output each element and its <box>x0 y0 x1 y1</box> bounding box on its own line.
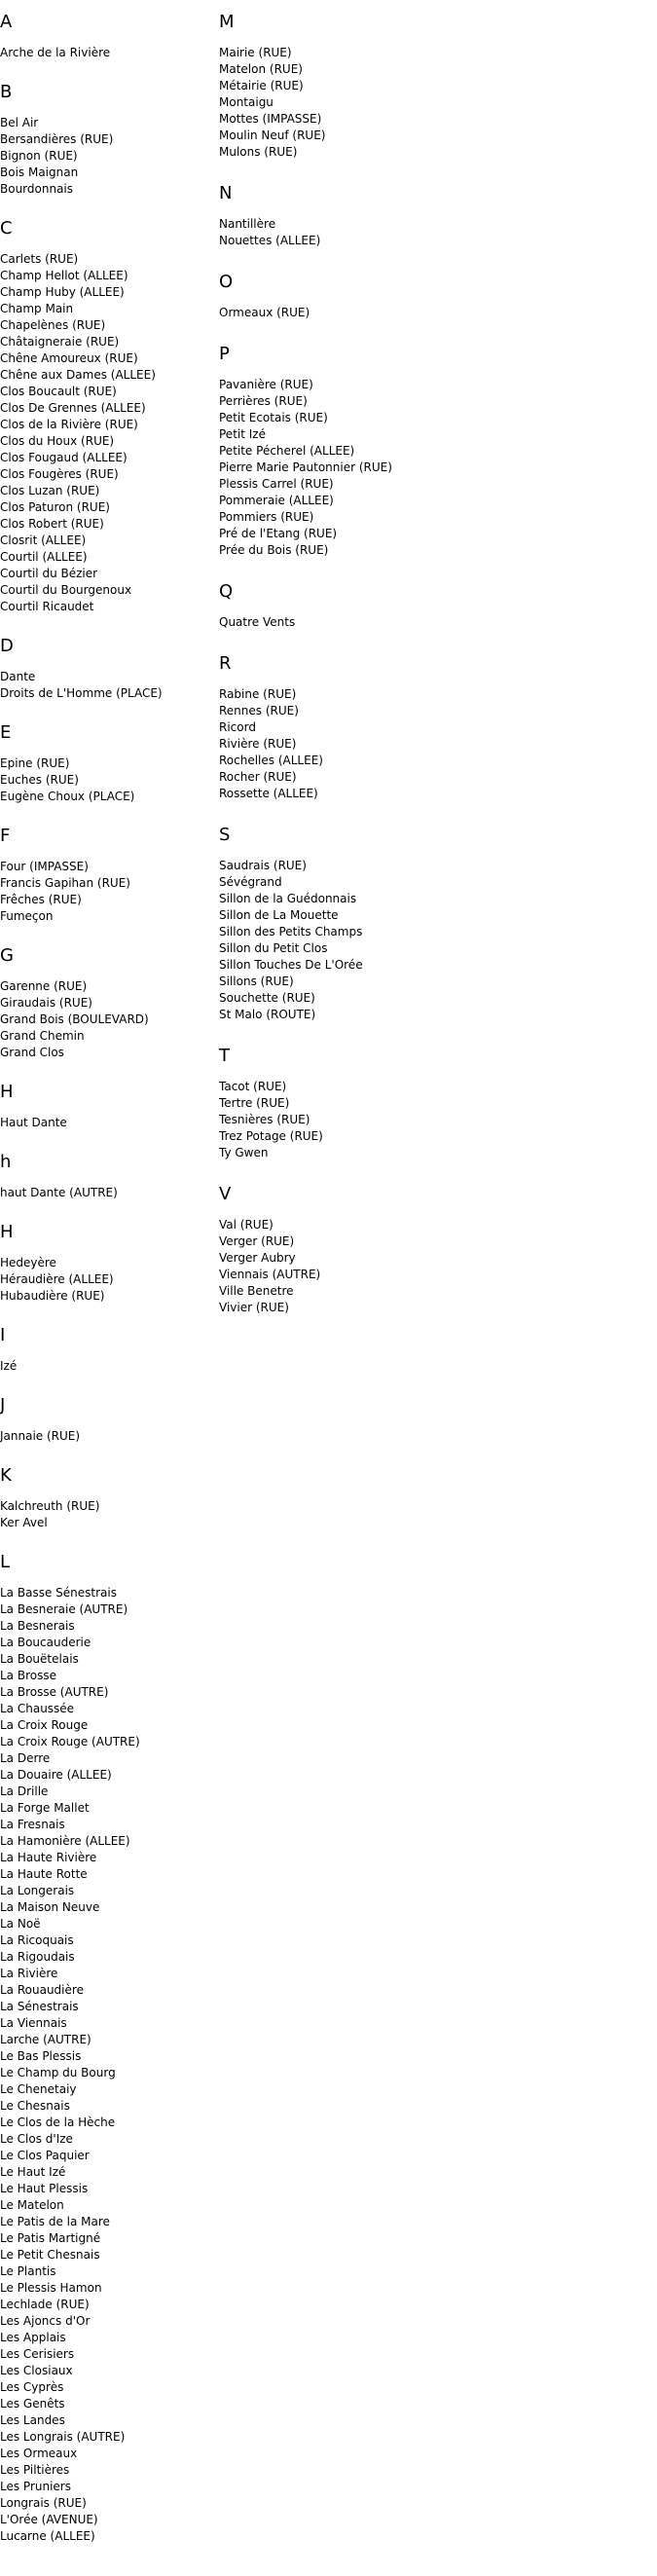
street-name: La Basse Sénestrais <box>0 1586 117 1600</box>
street-name: La Derre <box>0 1751 51 1765</box>
section-letter-heading: B <box>0 82 13 102</box>
section-letter-heading: E <box>0 722 12 743</box>
letter-section <box>219 183 647 249</box>
section-letter-heading: V <box>219 1184 232 1204</box>
street-name: Perrières (RUE) <box>219 394 308 408</box>
letter-section <box>0 1395 214 1445</box>
street-name: Fumeçon <box>0 909 54 923</box>
street-name: Rocher (RUE) <box>219 770 297 784</box>
section-letter-heading: F <box>0 826 11 846</box>
street-list <box>0 1498 214 1531</box>
section-letter-heading: I <box>0 1325 6 1345</box>
street-name: Matelon (RUE) <box>219 62 303 76</box>
street-name: La Croix Rouge (AUTRE) <box>0 1735 140 1748</box>
street-name: Ker Avel <box>0 1516 48 1529</box>
street-name: Viennais (AUTRE) <box>219 1268 321 1281</box>
street-name: Rossette (ALLEE) <box>219 787 318 800</box>
letter-section <box>219 1046 647 1161</box>
street-name: Les Ajoncs d'Or <box>0 2314 91 2328</box>
street-name: Epine (RUE) <box>0 756 70 770</box>
street-name: Courtil du Bourgenoux <box>0 583 132 597</box>
section-letter-heading: K <box>0 1465 12 1486</box>
street-name: Mulons (RUE) <box>219 145 298 159</box>
street-name: Le Petit Chesnais <box>0 2248 100 2262</box>
street-name: La Besnerais <box>0 1619 75 1633</box>
section-letter-heading: L <box>0 1552 11 1572</box>
street-name: Trez Potage (RUE) <box>219 1129 323 1143</box>
street-name: Ty Gwen <box>219 1146 269 1159</box>
street-name: La Besneraie (AUTRE) <box>0 1602 128 1616</box>
street-name: Les Pruniers <box>0 2480 71 2493</box>
street-name: Pré de l'Etang (RUE) <box>219 527 338 540</box>
street-name: Le Clos d'Ize <box>0 2132 73 2146</box>
street-name: Héraudière (ALLEE) <box>0 1272 114 1286</box>
street-name: Chapelènes (RUE) <box>0 318 106 332</box>
street-name: La Rivière <box>0 1967 58 1980</box>
street-name: La Forge Mallet <box>0 1801 90 1815</box>
street-name: La Rouaudière <box>0 1983 84 1997</box>
street-name: Les Ormeaux <box>0 2447 78 2460</box>
section-letter-heading: A <box>0 12 13 32</box>
street-name: Petit Ecotais (RUE) <box>219 411 328 424</box>
section-letter-heading: J <box>0 1395 6 1416</box>
street-name: Sillon de la Guédonnais <box>219 892 357 905</box>
street-name: Dante <box>0 670 36 683</box>
letter-section <box>0 636 214 702</box>
street-name: Le Plessis Hamon <box>0 2281 102 2295</box>
street-name: Clos de la Rivière (RUE) <box>0 418 138 431</box>
letter-section <box>0 1222 214 1305</box>
street-name: La Douaire (ALLEE) <box>0 1768 112 1782</box>
street-name: Haut Dante <box>0 1116 67 1129</box>
street-name: Grand Bois (BOULEVARD) <box>0 1012 149 1026</box>
street-name: Lechlade (RUE) <box>0 2298 90 2311</box>
street-name: Closrit (ALLEE) <box>0 534 87 547</box>
street-name: Lucarne (ALLEE) <box>0 2529 95 2543</box>
street-name: Droits de L'Homme (PLACE) <box>0 686 163 700</box>
street-name: Champ Hellot (ALLEE) <box>0 269 128 282</box>
section-letter-heading: D <box>0 636 14 656</box>
street-name: Montaigu <box>219 95 274 109</box>
letter-section <box>219 581 647 631</box>
street-name: Clos Paturon (RUE) <box>0 500 110 514</box>
section-letter-heading: M <box>219 12 235 32</box>
street-index-right-column <box>219 12 647 1339</box>
street-name: Le Plantis <box>0 2264 56 2278</box>
street-name: Chêne Amoureux (RUE) <box>0 351 138 365</box>
street-name: Nantillère <box>219 217 276 231</box>
street-name: St Malo (ROUTE) <box>219 1008 316 1021</box>
street-name: Le Haut Izé <box>0 2165 66 2179</box>
street-name: La Noë <box>0 1917 41 1931</box>
street-name: Sillon des Petits Champs <box>219 925 363 938</box>
letter-section <box>0 1152 214 1201</box>
letter-section <box>0 1325 214 1375</box>
letter-section <box>219 344 647 559</box>
street-name: Le Chesnais <box>0 2099 70 2113</box>
street-name: Sillon de La Mouette <box>219 908 339 922</box>
street-name: Le Bas Plessis <box>0 2049 82 2063</box>
street-list <box>0 755 214 805</box>
street-name: Le Matelon <box>0 2198 64 2212</box>
street-name: Verger (RUE) <box>219 1234 295 1248</box>
street-name: Pierre Marie Pautonnier (RUE) <box>219 460 392 474</box>
letter-section <box>0 82 214 198</box>
street-name: Ricord <box>219 720 256 734</box>
street-name: Larche (AUTRE) <box>0 2033 91 2046</box>
street-name: Les Applais <box>0 2331 66 2344</box>
street-name: Courtil du Bézier <box>0 567 98 580</box>
street-name: Mairie (RUE) <box>219 46 292 59</box>
street-name: Le Haut Plessis <box>0 2182 89 2195</box>
street-name: Sillons (RUE) <box>219 975 294 988</box>
street-list <box>219 1217 647 1316</box>
section-letter-heading: C <box>0 218 13 239</box>
street-name: Le Patis Martigné <box>0 2231 101 2245</box>
street-name: La Boucauderie <box>0 1636 91 1649</box>
section-letter-heading: N <box>219 183 233 203</box>
street-name: Souchette (RUE) <box>219 991 315 1005</box>
street-list <box>219 45 647 161</box>
street-list <box>0 1185 214 1201</box>
street-name: Châtaigneraie (RUE) <box>0 335 120 349</box>
street-name: Pavanière (RUE) <box>219 378 313 391</box>
street-name: Le Patis de la Mare <box>0 2215 110 2228</box>
street-name: Kalchreuth (RUE) <box>0 1499 100 1513</box>
street-list <box>0 669 214 702</box>
section-letter-heading: O <box>219 272 234 292</box>
letter-section <box>0 1552 214 2545</box>
street-name: Grand Clos <box>0 1046 64 1059</box>
street-name: Les Genêts <box>0 2397 65 2410</box>
street-name: Courtil (ALLEE) <box>0 550 88 564</box>
street-list <box>219 216 647 249</box>
street-name: Les Longrais (AUTRE) <box>0 2430 126 2444</box>
street-name: La Haute Rivière <box>0 1851 97 1864</box>
street-name: Sillon Touches De L'Orée <box>219 958 363 972</box>
street-list <box>219 377 647 559</box>
letter-section <box>219 653 647 802</box>
street-name: Chêne aux Dames (ALLEE) <box>0 368 156 382</box>
street-name: La Brosse (AUTRE) <box>0 1685 109 1699</box>
street-list <box>0 1585 214 2545</box>
street-name: Bourdonnais <box>0 182 74 196</box>
street-name: Les Closiaux <box>0 2364 73 2377</box>
street-name: Hedeyère <box>0 1256 56 1270</box>
street-name: La Viennais <box>0 2016 67 2030</box>
letter-section <box>219 12 647 161</box>
street-name: Les Cerisiers <box>0 2347 75 2361</box>
street-name: Plessis Carrel (RUE) <box>219 477 334 491</box>
letter-section <box>0 826 214 925</box>
street-index-left-column <box>0 12 214 2565</box>
letter-section <box>219 825 647 1023</box>
street-name: Tesnières (RUE) <box>219 1113 310 1126</box>
street-name: Sévégrand <box>219 875 282 889</box>
street-name: Eugène Choux (PLACE) <box>0 790 135 803</box>
letter-section <box>219 1184 647 1316</box>
street-name: La Rigoudais <box>0 1950 75 1964</box>
street-name: Vivier (RUE) <box>219 1301 289 1314</box>
street-name: Four (IMPASSE) <box>0 860 89 873</box>
street-name: La Croix Rouge <box>0 1718 89 1732</box>
street-name: Pommeraie (ALLEE) <box>219 494 334 507</box>
street-name: Tacot (RUE) <box>219 1080 287 1093</box>
street-name: Petite Pécherel (ALLEE) <box>219 444 355 458</box>
street-name: Clos Robert (RUE) <box>0 517 104 531</box>
street-name: La Chaussée <box>0 1702 75 1715</box>
street-name: Le Clos Paquier <box>0 2149 90 2162</box>
letter-section <box>0 1465 214 1531</box>
street-name: Les Piltières <box>0 2463 70 2477</box>
street-name: La Brosse <box>0 1669 56 1682</box>
section-letter-heading: H <box>0 1082 14 1102</box>
street-name: La Longerais <box>0 1884 75 1897</box>
street-name: Saudrais (RUE) <box>219 859 307 872</box>
street-name: Bersandières (RUE) <box>0 132 114 146</box>
street-name: Rochelles (ALLEE) <box>219 754 323 767</box>
street-name: Pommiers (RUE) <box>219 510 314 524</box>
street-list <box>0 978 214 1061</box>
street-name: Giraudais (RUE) <box>0 996 92 1010</box>
street-list <box>219 1079 647 1161</box>
street-list <box>219 305 647 321</box>
street-name: Clos du Houx (RUE) <box>0 434 115 448</box>
street-name: Clos Luzan (RUE) <box>0 484 100 497</box>
street-name: Tertre (RUE) <box>219 1096 290 1110</box>
street-name: Bois Maignan <box>0 166 79 179</box>
street-name: Ormeaux (RUE) <box>219 306 310 319</box>
street-name: La Sénestrais <box>0 2000 79 2013</box>
street-name: Arche de la Rivière <box>0 46 111 59</box>
street-list <box>0 1428 214 1445</box>
letter-section <box>219 272 647 321</box>
street-name: La Fresnais <box>0 1818 65 1831</box>
street-name: Euches (RUE) <box>0 773 79 787</box>
street-name: Frêches (RUE) <box>0 893 82 906</box>
street-name: Clos Fougaud (ALLEE) <box>0 451 128 464</box>
street-name: Quatre Vents <box>219 615 296 629</box>
street-name: Izé <box>0 1359 18 1373</box>
street-name: La Bouëtelais <box>0 1652 79 1666</box>
section-letter-heading: R <box>219 653 232 674</box>
street-name: Clos De Grennes (ALLEE) <box>0 401 146 415</box>
street-name: La Hamonière (ALLEE) <box>0 1834 130 1848</box>
letter-section <box>0 218 214 615</box>
street-name: Bel Air <box>0 116 39 129</box>
street-name: Le Clos de la Hèche <box>0 2116 116 2129</box>
letter-section <box>0 722 214 805</box>
section-letter-heading: H <box>0 1222 14 1242</box>
letter-section <box>0 12 214 61</box>
street-name: Métairie (RUE) <box>219 79 304 92</box>
street-name: Les Cyprès <box>0 2380 64 2394</box>
street-name: Sillon du Petit Clos <box>219 941 328 955</box>
street-name: Le Chenetaiy <box>0 2082 77 2096</box>
section-letter-heading: G <box>0 945 14 966</box>
street-name: Hubaudière (RUE) <box>0 1289 105 1303</box>
street-name: Grand Chemin <box>0 1029 85 1043</box>
street-name: Carlets (RUE) <box>0 252 79 266</box>
street-name: Verger Aubry <box>219 1251 296 1265</box>
letter-section <box>0 945 214 1061</box>
street-name: Rennes (RUE) <box>219 704 299 718</box>
street-name: haut Dante (AUTRE) <box>0 1186 118 1199</box>
section-letter-heading: S <box>219 825 231 845</box>
street-name: Clos Fougères (RUE) <box>0 467 119 481</box>
section-letter-heading: Q <box>219 581 234 602</box>
street-name: La Haute Rotte <box>0 1867 88 1881</box>
street-name: Prée du Bois (RUE) <box>219 543 329 557</box>
street-name: Champ Huby (ALLEE) <box>0 285 125 299</box>
street-name: Ville Benetre <box>219 1284 294 1298</box>
street-name: La Maison Neuve <box>0 1900 100 1914</box>
street-name: Moulin Neuf (RUE) <box>219 129 326 142</box>
street-list <box>219 614 647 631</box>
street-list <box>219 858 647 1023</box>
section-letter-heading: T <box>219 1046 230 1066</box>
street-list <box>0 1358 214 1375</box>
street-name: Rabine (RUE) <box>219 687 297 701</box>
street-list <box>219 686 647 802</box>
street-name: Mottes (IMPASSE) <box>219 112 322 126</box>
street-name: Jannaie (RUE) <box>0 1429 81 1443</box>
street-name: Rivière (RUE) <box>219 737 297 751</box>
street-list <box>0 45 214 61</box>
street-name: Clos Boucault (RUE) <box>0 385 117 398</box>
street-name: La Ricoquais <box>0 1933 74 1947</box>
street-list <box>0 115 214 198</box>
street-name: La Drille <box>0 1785 49 1798</box>
letter-section <box>0 1082 214 1131</box>
street-list <box>0 859 214 925</box>
street-name: Champ Main <box>0 302 74 315</box>
street-name: Petit Izé <box>219 427 266 441</box>
street-name: Val (RUE) <box>219 1218 274 1232</box>
street-name: Garenne (RUE) <box>0 979 88 993</box>
street-list <box>0 1115 214 1131</box>
street-name: Longrais (RUE) <box>0 2496 87 2510</box>
street-list <box>0 1255 214 1305</box>
section-letter-heading: h <box>0 1152 12 1172</box>
street-name: L'Orée (AVENUE) <box>0 2513 98 2526</box>
section-letter-heading: P <box>219 344 230 364</box>
street-name: Francis Gapihan (RUE) <box>0 876 130 890</box>
street-name: Les Landes <box>0 2413 65 2427</box>
street-list <box>0 251 214 615</box>
street-name: Nouettes (ALLEE) <box>219 234 321 247</box>
street-name: Bignon (RUE) <box>0 149 78 163</box>
street-name: Courtil Ricaudet <box>0 600 94 613</box>
street-name: Le Champ du Bourg <box>0 2066 116 2079</box>
